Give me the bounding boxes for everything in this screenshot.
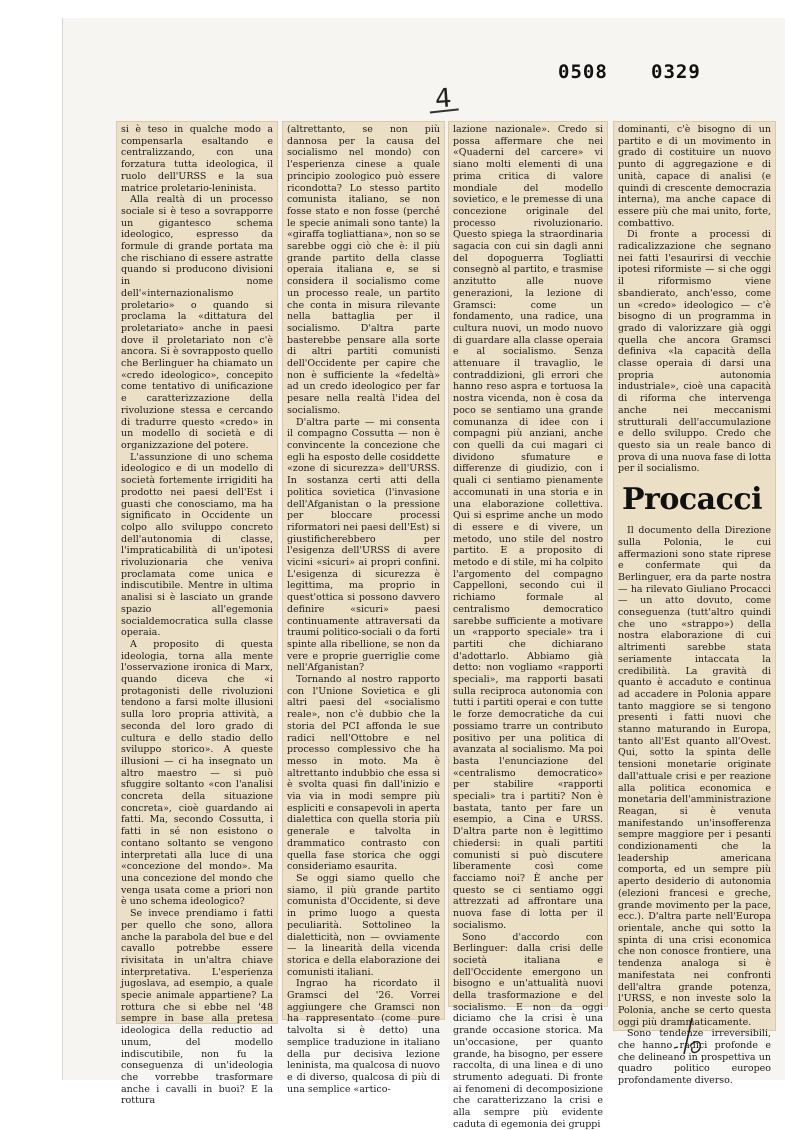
article-column-4 <box>613 121 776 1087</box>
paragraph: dominanti, c'è bisogno di un partito e di un movimento in grado di costituire un nuovo punto di aggregazione e di unità, capace di analisi (e quindi di crescente democrazia interna), ma anche capace di essere più che mai unito, forte, combattivo. <box>618 124 771 229</box>
article-column-3 <box>448 121 608 1130</box>
paragraph: Ingrao ha ricordato il Gramsci del '26. Vorrei aggiungere che Gramsci non ha rappresentato (come pure talvolta si è detto) una semplice traduzione in italiano della pur decisiva lezione leninista, ma qualcosa di nuovo e di diverso, qualcosa di più di una semplice «artico- <box>287 978 440 1095</box>
paragraph: Il documento della Direzione sulla Polonia, le cui affermazioni sono state riprese e confermate qui da Berlinguer, era da parte nostra — ha rilevato Giuliano Procacci — un atto dovuto, come conseguenza (tutt'altro quindi che uno «strappo») della nostra elaborazione di cui altrimenti sarebbe stata seriamente intaccata la credibilità. La gravità di quanto è accaduto e continua ad accadere in Polonia appare tanto maggiore se si tengono presenti i fatti nuovi che stanno maturando in Europa, tanto all'Est quanto all'Ovest. Qui, sotto la spinta delle tensioni monetarie originate dall'attuale crisi e per reazione alla politica economica e monetaria dell'amministrazione Reagan, si è venuta manifestando un'insofferenza sempre maggiore per i pesanti condizionamenti che la leadership americana comporta, ed un sempre più aperto desiderio di autonomia (elezioni francesi e greche, grande movimento per la pace, ecc.). D'altra parte nell'Europa orientale, anche qui sotto la spinta di una crisi economica che non conosce frontiere, una tendenza analoga si è manifestata nei confronti dell'altra grande potenza, l'URSS, e non investe solo la Polonia, anche se certo questa oggi più drammaticamente. <box>618 525 771 1028</box>
paragraph: L'assunzione di uno schema ideologico e di un modello di società fortemente irrigiditi ha prodotto nei paesi dell'Est i guasti che conosciamo, ma ha significato in Occidente un colpo allo sviluppo concreto dell'autonomia di classe, l'impraticabilità di un'ipotesi rivoluzionaria che veniva proclamata come unica e indiscutibile. Mentre in ultima analisi si è lasciato un grande spazio all'egemonia socialdemocratica sulla classe operaia. <box>121 451 273 639</box>
archive-number-right: 0329 <box>651 61 701 83</box>
column-4-top-text <box>618 124 771 475</box>
paragraph: Se invece prendiamo i fatti per quello che sono, allora anche la parabola del bue e del cavallo potrebbe essere rivisitata in un'altra chiave interpretativa. L'esperienza jugoslava, ad esempio, a quale specie animale appartiene? La rottura che si ebbe nel '48 sempre in base alla pretesa ideologica della reductio ad unum, del modello indiscutibile, non fu la conseguenza di un'ideologia che vorrebbe trasformare anche i cavalli in buoi? E la rottura <box>121 908 273 1107</box>
section-headline: Procacci <box>622 482 763 518</box>
archive-number-left: 0508 <box>558 61 608 83</box>
paragraph: (altrettanto, se non più dannosa per la causa del socialismo nel mondo) con l'esperienza cinese a quale principio zoologico può essere ricondotta? Lo stesso partito comunista italiano, se non fosse stato e non fosse (perché le specie animali sono tante) la «giraffa togliattiana», non so se sarebbe oggi ciò che è: il più grande partito della classe operaia italiana e, se si considera il socialismo come un processo reale, un partito che conta in misura rilevante nella battaglia per il socialismo. D'altra parte basterebbe pensare alla sorte di altri partiti comunisti dell'Occidente per capire che non è sufficiente la «fedeltà» ad un credo ideologico per far pesare nella realtà l'idea del socialismo. <box>287 124 440 416</box>
column-4-bottom-text <box>618 525 771 1087</box>
handwritten-page-mark: 4 <box>433 83 453 115</box>
paragraph: Tornando al nostro rapporto con l'Unione Sovietica e gli altri paesi del «socialismo reale», non c'è dubbio che la storia del PCI affonda le sue radici nell'Ottobre e nel processo complessivo che ha messo in moto. Ma è altrettanto indubbio che essa si è svolta quasi fin dall'inizio e via via in modi sempre più espliciti e consapevoli in aperta dialettica con quella storia più generale e talvolta in drammatico contrasto con quella fase storica che oggi consideriamo esaurita. <box>287 674 440 873</box>
article-column-1 <box>116 121 278 1107</box>
paragraph: D'altra parte — mi consenta il compagno Cossutta — non è convincente la concezione che egli ha esposto delle cosiddette «zone di sicurezza» dell'URSS. In sostanza certi atti della politica sovietica (l'invasione dell'Afganistan o la pressione per bloccare processi riformatori nei paesi dell'Est) si giustificherebbero per l'esigenza dell'URSS di avere vicini «sicuri» ai propri confini. L'esigenza di sicurezza è legittima, ma proprio in quest'ottica si possono davvero definire «sicuri» paesi continuamente attraversati da traumi politico-sociali o da forti spinte alla ribellione, se non da vere e proprie guerriglie come nell'Afganistan? <box>287 416 440 674</box>
article-column-2 <box>282 121 445 1095</box>
paragraph: A proposito di questa ideologia, torna alla mente l'osservazione ironica di Marx, quando diceva che «i protagonisti delle rivoluzioni tendono a farsi molte illusioni sulla loro propria attività, a seconda del loro grado di cultura e dello stadio dello sviluppo storico». A queste illusioni — ci ha insegnato un altro maestro — si può sfuggire soltanto «con l'analisi concreta della situazione concreta», cioè guardando ai fatti. Ma, secondo Cossutta, i fatti in sé non esistono o contano soltanto se vengono interpretati alla luce di una «concezione del mondo». Ma una concezione del mondo che venga usata come a priori non è uno schema ideologico? <box>121 638 273 908</box>
paragraph: Alla realtà di un processo sociale si è teso a sovrapporre un gigantesco schema ideologico, espresso da formule di grande portata ma che rischiano di essere astratte quando si producono divisioni in nome dell'«internazionalismo proletario» o quando si proclama la «dittatura del proletariato» anche in paesi dove il proletariato non c'è ancora. Si è sovrapposto quello che Berlinguer ha chiamato un «credo ideologico», concepito come tentativo di unificazione e caratterizzazione della rivoluzione stessa e cercando di tradurre questo «credo» in un modello di società e di organizzazione del potere. <box>121 194 273 451</box>
paragraph: Di fronte a processi di radicalizzazione che segnano nei fatti l'esaurirsi di vecchie ipotesi riformiste — si che oggi il riformismo viene sbandierato, anch'esso, come un «credo» ideologico — c'è bisogno di un programma in grado di valorizzare già oggi quella che ancora Gramsci definiva «la capacità della classe operaia di darsi una propria autonomia industriale», cioè una capacità di riforma che intervenga anche nei meccanismi strutturali dell'accumulazione e dello sviluppo. Credo che questo sia un reale banco di prova di una nuova fase di lotta per il socialismo. <box>618 229 771 475</box>
paragraph: Sono d'accordo con Berlinguer: dalla crisi delle società italiana e dell'Occidente emergono un bisogno e un'attualità nuovi della trasformazione e del socialismo. E non da oggi diciamo che la crisi è una grande occasione storica. Ma un'occasione, per quanto grande, ha bisogno, per essere raccolta, di una linea e di uno strumento adeguati. Di fronte ai fenomeni di decomposizione che caratterizzano la crisi e alla sempre più evidente caduta di egemonia dei gruppi <box>453 931 603 1130</box>
paragraph: lazione nazionale». Credo si possa affermare che nei «Quaderni del carcere» vi siano molti elementi di una prima critica di valore mondiale del modello sovietico, e le premesse di una concezione originale del processo rivoluzionario. Questo spiega la straordinaria sagacia con cui sin dagli anni del dopoguerra Togliatti consegnò al partito, e trasmise anzitutto alle nuove generazioni, la lezione di Gramsci: come un fondamento, una radice, una cultura nuovi, un modo nuovo di guardare alla classe operaia e al socialismo. Senza attenuare il travaglio, le contraddizioni, gli errori che hanno reso aspra e tortuosa la nostra vicenda, non è cosa da poco se sentiamo una grande comunanza di idee con i compagni più anziani, anche con quelli da cui magari ci dividono sfumature e differenze di giudizio, con i quali ci sentiamo pienamente accomunati in una storia e in una elaborazione collettiva. Qui si esprime anche un modo di essere e di vivere, un metodo, uno stile del nostro partito. E a proposito di metodo e di stile, mi ha colpito l'argomento del compagno Cappelloni, secondo cui il richiamo formale al centralismo democratico sarebbe sufficiente a motivare un «rapporto speciale» tra i partiti che dichiarano d'adottarlo. Abbiamo già detto: non vogliamo «rapporti speciali», ma rapporti basati sulla reciproca autonomia con tutti i partiti operai e con tutte le forze democratiche da cui possiamo trarre un contributo positivo per una politica di avanzata al socialismo. Ma poi basta l'enunciazione del «centralismo democratico» per stabilire «rapporti speciali» tra i partiti? Non è bastata, tanto per fare un esempio, a Cina e URSS. D'altra parte non è legittimo chiedersi: in quali partiti comunisti si può discutere liberamente così come facciamo noi? È anche per questo se ci sentiamo oggi attrezzati ad affrontare una nuova fase di lotta per il socialismo. <box>453 124 603 931</box>
handwritten-signature <box>670 1010 710 1060</box>
paragraph: si è teso in qualche modo a compensarla esaltando e centralizzando, con una forzatura tutta ideologica, il ruolo dell'URSS e la sua matrice proletario-leninista. <box>121 124 273 194</box>
paragraph: Se oggi siamo quello che siamo, il più grande partito comunista d'Occidente, si deve in primo luogo a questa peculiarità. Sottolineo la dialetticità, non — ovviamente — la linearità della vicenda storica e della elaborazione dei comunisti italiani. <box>287 873 440 978</box>
paragraph: Sono tendenze irreversibili, che hanno radici profonde e che delineano in prospettiva un quadro politico europeo profondamente diverso. <box>618 1028 771 1087</box>
